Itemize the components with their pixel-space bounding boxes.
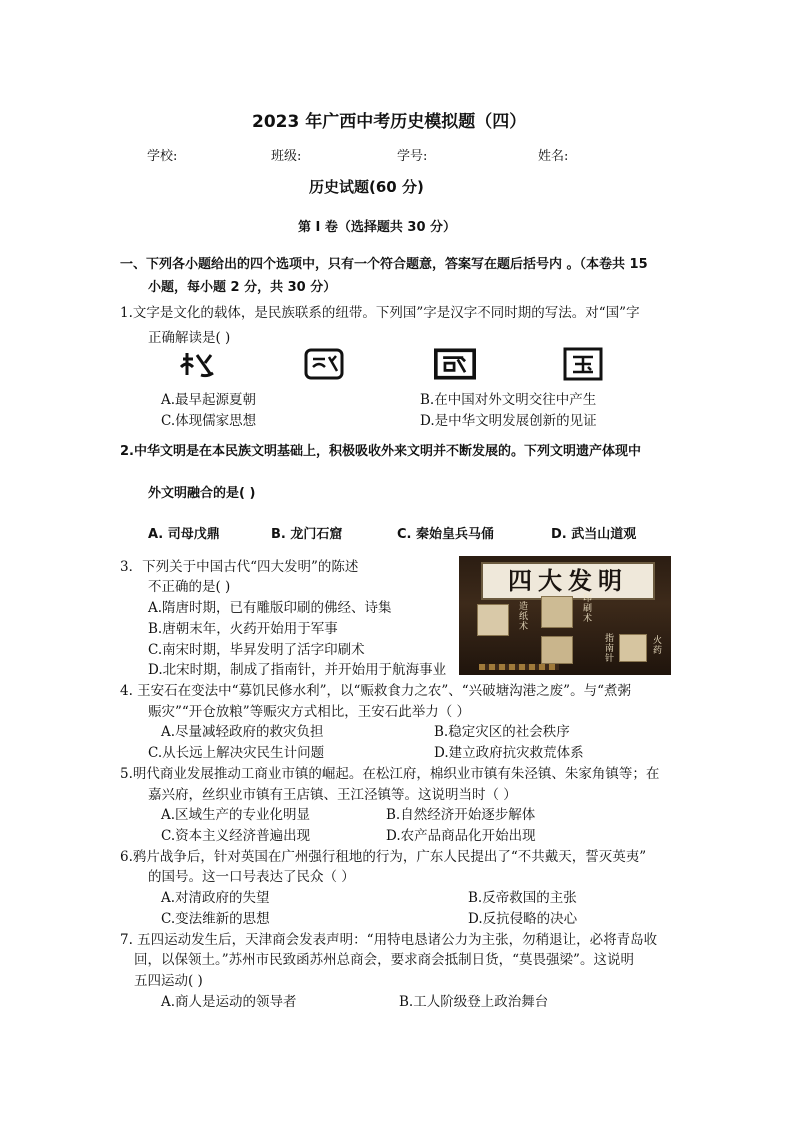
name-label: 姓名: <box>538 149 569 164</box>
q7-option-b[interactable]: B.工人阶级登上政治舞台 <box>399 994 549 1010</box>
q6-stem-line2: 的国号。这一口号表达了民众（ ） <box>148 869 355 885</box>
q1-stem-line1: 1.文字是文化的载体，是民族联系的纽带。下列国”字是汉字不同时期的写法。对“国”字 <box>120 305 640 321</box>
q7-option-a[interactable]: A.商人是运动的领导者 <box>161 994 297 1010</box>
part-heading: 第 Ⅰ 卷（选择题共 30 分） <box>298 220 457 235</box>
simplified-guo-glyph <box>562 347 604 381</box>
oracle-bone-guo-glyph <box>176 348 218 382</box>
q4-option-d[interactable]: D.建立政府抗灾救荒体系 <box>434 745 584 761</box>
q2-stem-line2: 外文明融合的是( ) <box>148 486 256 501</box>
q6-stem-line1: 6.鸦片战争后，针对英国在广州强行租地的行为，广东人民提出了“不共戴天，誓灭英夷” <box>120 849 647 865</box>
q2-option-c[interactable]: C. 秦始皇兵马俑 <box>397 527 495 542</box>
q7-stem-line2: 回，以保领土。”苏州市民致函苏州总商会，要求商会抵制日货，“莫畏强梁”。这说明 <box>134 952 634 968</box>
page-title: 2023 年广西中考历史模拟题（四） <box>252 112 527 132</box>
q7-stem-line1: 7. 五四运动发生后，天津商会发表声明：“用特电恳诸公力为主张，勿稍退让，必将青岛收 <box>120 932 658 948</box>
gunpowder-panel <box>619 634 647 662</box>
subtitle: 历史试题(60 分) <box>309 178 424 196</box>
q2-stem-line1: 2.中华文明是在本民族文明基础上，积极吸收外来文明并不断发展的。下列文明遗产体现中 <box>120 444 641 459</box>
paper-label: 造纸术 <box>519 602 529 632</box>
q3-option-a[interactable]: A.隋唐时期，已有雕版印刷的佛经、诗集 <box>148 600 392 616</box>
q1-option-d[interactable]: D.是中华文明发展创新的见证 <box>420 413 597 429</box>
student-no-label: 学号: <box>397 149 428 164</box>
q3-stem-line2: 不正确的是( ) <box>148 579 231 595</box>
q2-option-b[interactable]: B. 龙门石窟 <box>271 527 343 542</box>
q1-stem-line2: 正确解读是( ) <box>148 330 231 346</box>
image-title: 四大发明 <box>481 562 655 600</box>
q5-option-c[interactable]: C.资本主义经济普遍出现 <box>161 828 311 844</box>
q1-option-c[interactable]: C.体现儒家思想 <box>161 413 257 429</box>
traditional-guo-glyph <box>434 347 476 381</box>
q3-option-c[interactable]: C.南宋时期，毕昇发明了活字印刷术 <box>148 642 365 658</box>
q3-option-b[interactable]: B.唐朝末年，火药开始用于军事 <box>148 621 338 637</box>
compass-panel <box>541 636 573 664</box>
decorative-border <box>479 664 559 670</box>
class-label: 班级: <box>271 149 302 164</box>
printing-panel <box>541 596 573 628</box>
four-inventions-image <box>459 556 671 675</box>
q2-option-d[interactable]: D. 武当山道观 <box>551 527 637 542</box>
q5-stem-line1: 5.明代商业发展推动工商业市镇的崛起。在松江府，棉织业市镇有朱泾镇、朱家角镇等；在 <box>120 766 660 782</box>
school-label: 学校: <box>147 149 178 164</box>
q1-option-a[interactable]: A.最早起源夏朝 <box>161 392 257 408</box>
q4-stem-line2: 赈灾”“开仓放粮”等赈灾方式相比，王安石此举力（ ） <box>148 704 470 720</box>
bronze-guo-glyph <box>303 347 345 381</box>
q4-stem-line1: 4. 王安石在变法中“募饥民修水利”，以“赈救食力之农”、“兴破塘沟港之废”。与“煮粥 <box>120 683 631 699</box>
section-instructions-line1: 一、下列各小题给出的四个选项中，只有一个符合题意，答案写在题后括号内 。（本卷共 15 <box>120 257 648 272</box>
q3-stem-line1: 3．下列关于中国古代“四大发明”的陈述 <box>120 559 359 575</box>
q5-stem-line2: 嘉兴府，丝织业市镇有王店镇、王江泾镇等。这说明当时（ ） <box>148 787 517 803</box>
section-instructions-line2: 小题，每小题 2 分，共 30 分） <box>148 280 337 295</box>
paper-panel <box>477 604 509 636</box>
q4-option-a[interactable]: A.尽量减轻政府的救灾负担 <box>161 724 324 740</box>
q6-option-b[interactable]: B.反帝救国的主张 <box>468 890 577 906</box>
printing-label: 印刷术 <box>583 594 593 624</box>
q7-stem-line3: 五四运动( ) <box>134 973 203 989</box>
q1-option-b[interactable]: B.在中国对外文明交往中产生 <box>420 392 597 408</box>
q4-option-b[interactable]: B.稳定灾区的社会秩序 <box>434 724 570 740</box>
q3-option-d[interactable]: D.北宋时期，制成了指南针，并开始用于航海事业 <box>148 662 447 678</box>
q5-option-d[interactable]: D.农产品商品化开始出现 <box>386 828 536 844</box>
q6-option-c[interactable]: C.变法维新的思想 <box>161 911 270 927</box>
q4-option-c[interactable]: C.从长远上解决灾民生计问题 <box>148 745 325 761</box>
q6-option-a[interactable]: A.对清政府的失望 <box>161 890 270 906</box>
q5-option-a[interactable]: A.区域生产的专业化明显 <box>161 807 311 823</box>
compass-label: 指南针 <box>605 634 615 664</box>
q5-option-b[interactable]: B.自然经济开始逐步解体 <box>386 807 536 823</box>
q2-option-a[interactable]: A. 司母戊鼎 <box>148 527 220 542</box>
gunpowder-label: 火药 <box>653 636 663 656</box>
q6-option-d[interactable]: D.反抗侵略的决心 <box>468 911 578 927</box>
